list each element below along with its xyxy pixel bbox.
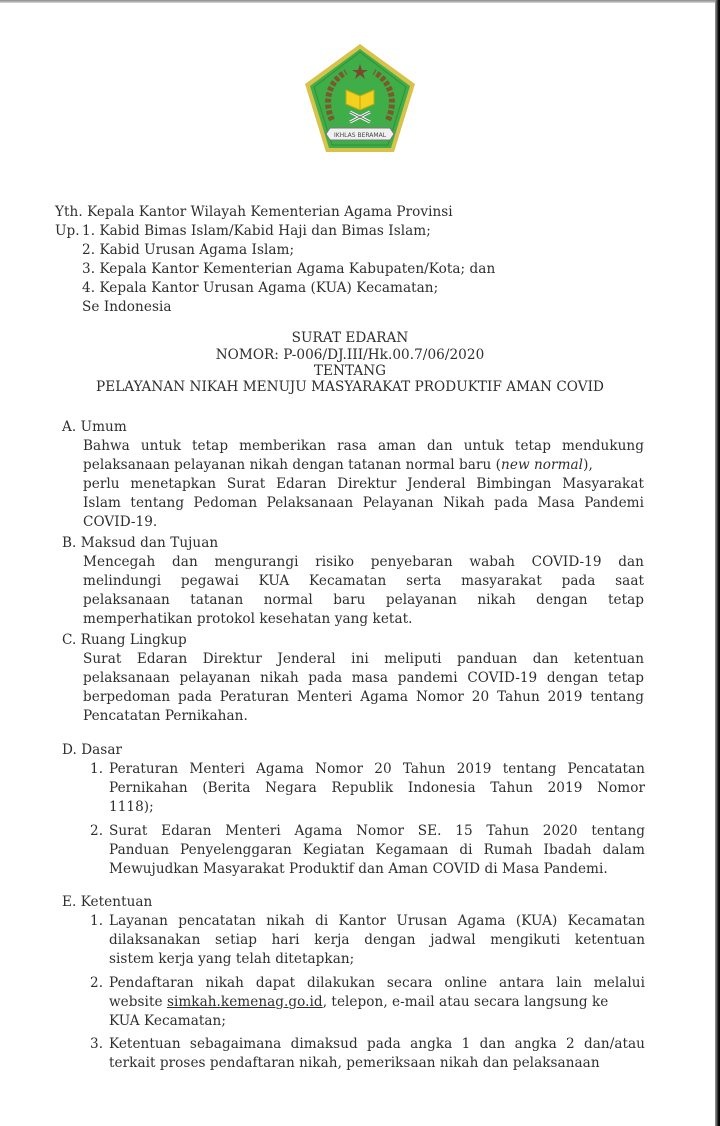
addressee-item: 4. Kepala Kantor Urusan Agama (KUA) Kecamatan; <box>82 280 439 296</box>
section-b-line: pelaksanaan tatanan normal baru pelayanan nikah dengan tetap <box>83 592 644 608</box>
section-d-item-line: Pernikahan (Berita Negara Republik Indonesia Tahun 2019 Nomor <box>109 780 645 796</box>
section-d-item-line: Panduan Penyelenggaran Kegiatan Kegamaan di Rumah Ibadah dalam <box>109 842 645 858</box>
section-e-item-line: terkait proses pendaftaran nikah, pemeriksaan nikah dan pelaksanaan <box>109 1055 600 1071</box>
section-e-item-line: sistem kerja yang telah ditetapkan; <box>109 951 355 967</box>
section-a-line <box>83 456 644 475</box>
page-top-edge <box>0 0 720 3</box>
section-a-line: Bahwa untuk tetap memberikan rasa aman dan untuk tetap mendukung <box>83 438 644 454</box>
list-number: 3. <box>90 1036 104 1052</box>
section-e-item-line: Pendaftaran nikah dapat dilakukan secara online antara lain melalui <box>109 975 645 991</box>
section-e-item-line: KUA Kecamatan; <box>109 1013 226 1029</box>
section-e-item-line: Ketentuan sebagaimana dimaksud pada angka 1 dan angka 2 dan/atau <box>109 1036 645 1052</box>
section-e-item-line: Layanan pencatatan nikah di Kantor Urusan Agama (KUA) Kecamatan <box>109 913 645 929</box>
section-a-line: COVID-19. <box>83 514 158 530</box>
page-right-edge <box>715 0 720 1126</box>
section-c-line: pelaksanaan pelayanan nikah pada masa pandemi COVID-19 dengan tetap <box>83 670 644 686</box>
section-c-line: berpedoman pada Peraturan Menteri Agama Nomor 20 Tahun 2019 tentang <box>83 689 644 705</box>
section-b-line: memperhatikan protokol kesehatan yang ketat. <box>83 611 413 627</box>
section-a-line: Islam tentang Pedoman Pelaksanaan Pelayanan Nikah pada Masa Pandemi <box>83 495 644 511</box>
section-c-line: Pencatatan Pernikahan. <box>83 708 248 724</box>
document-type: SURAT EDARAN <box>291 330 409 346</box>
list-number: 2. <box>90 823 104 839</box>
addressee-line: Yth. Kepala Kantor Wilayah Kementerian Agama Provinsi <box>55 204 453 220</box>
section-b-line: Mencegah dan mengurangi risiko penyebaran wabah COVID-19 dan <box>83 554 644 570</box>
document-subject: PELAYANAN NIKAH MENUJU MASYARAKAT PRODUKTIF AMAN COVID <box>96 379 604 395</box>
list-number: 1. <box>90 761 104 777</box>
section-e-item-line: dilaksanakan setiap hari kerja dengan jadwal mengikuti ketentuan <box>109 932 645 948</box>
list-number: 1. <box>90 913 104 929</box>
addressee-closing: Se Indonesia <box>82 299 172 315</box>
section-d-item-line: Peraturan Menteri Agama Nomor 20 Tahun 2019 tentang Pencatatan <box>109 761 645 777</box>
section-d-item-line: 1118); <box>109 799 154 815</box>
section-a-title: A. Umum <box>62 419 127 435</box>
section-d-item-line: Surat Edaran Menteri Agama Nomor SE. 15 Tahun 2020 tentang <box>109 823 645 839</box>
addressee-item: 1. Kabid Bimas Islam/Kabid Haji dan Bimas Islam; <box>82 223 431 239</box>
addressee-up-prefix: Up. <box>55 223 80 239</box>
document-number: NOMOR: P-006/DJ.III/Hk.00.7/06/2020 <box>215 347 485 363</box>
section-b-line: melindungi pegawai KUA Kecamatan serta masyarakat pada saat <box>83 573 644 589</box>
addressee-item: 2. Kabid Urusan Agama Islam; <box>82 242 295 258</box>
simkah-website-link[interactable]: simkah.kemenag.go.id <box>166 994 323 1010</box>
section-c-title: C. Ruang Lingkup <box>62 632 187 648</box>
section-c-line: Surat Edaran Direktur Jenderal ini meliputi panduan dan ketentuan <box>83 651 644 667</box>
section-e-title: E. Ketentuan <box>62 894 153 910</box>
section-b-title: B. Maksud dan Tujuan <box>62 535 219 551</box>
section-e-item-line: website simkah.kemenag.go.id, telepon, e-mail atau secara langsung ke <box>109 994 609 1010</box>
section-a-line-text: pelaksanaan pelayanan nikah dengan tatanan normal baru (new normal), <box>83 457 593 473</box>
document-tentang: TENTANG <box>313 363 387 379</box>
kemenag-logo-icon <box>302 42 418 156</box>
addressee-item: 3. Kepala Kantor Kementerian Agama Kabupaten/Kota; dan <box>82 261 496 277</box>
section-d-title: D. Dasar <box>62 742 123 758</box>
section-a-line: perlu menetapkan Surat Edaran Direktur Jenderal Bimbingan Masyarakat <box>83 476 644 492</box>
section-d-item-line: Mewujudkan Masyarakat Produktif dan Aman COVID di Masa Pandemi. <box>109 861 608 877</box>
italic-term: new normal <box>501 457 584 473</box>
list-number: 2. <box>90 975 104 991</box>
svg-text:IKHLAS BERAMAL: IKHLAS BERAMAL <box>333 132 387 139</box>
